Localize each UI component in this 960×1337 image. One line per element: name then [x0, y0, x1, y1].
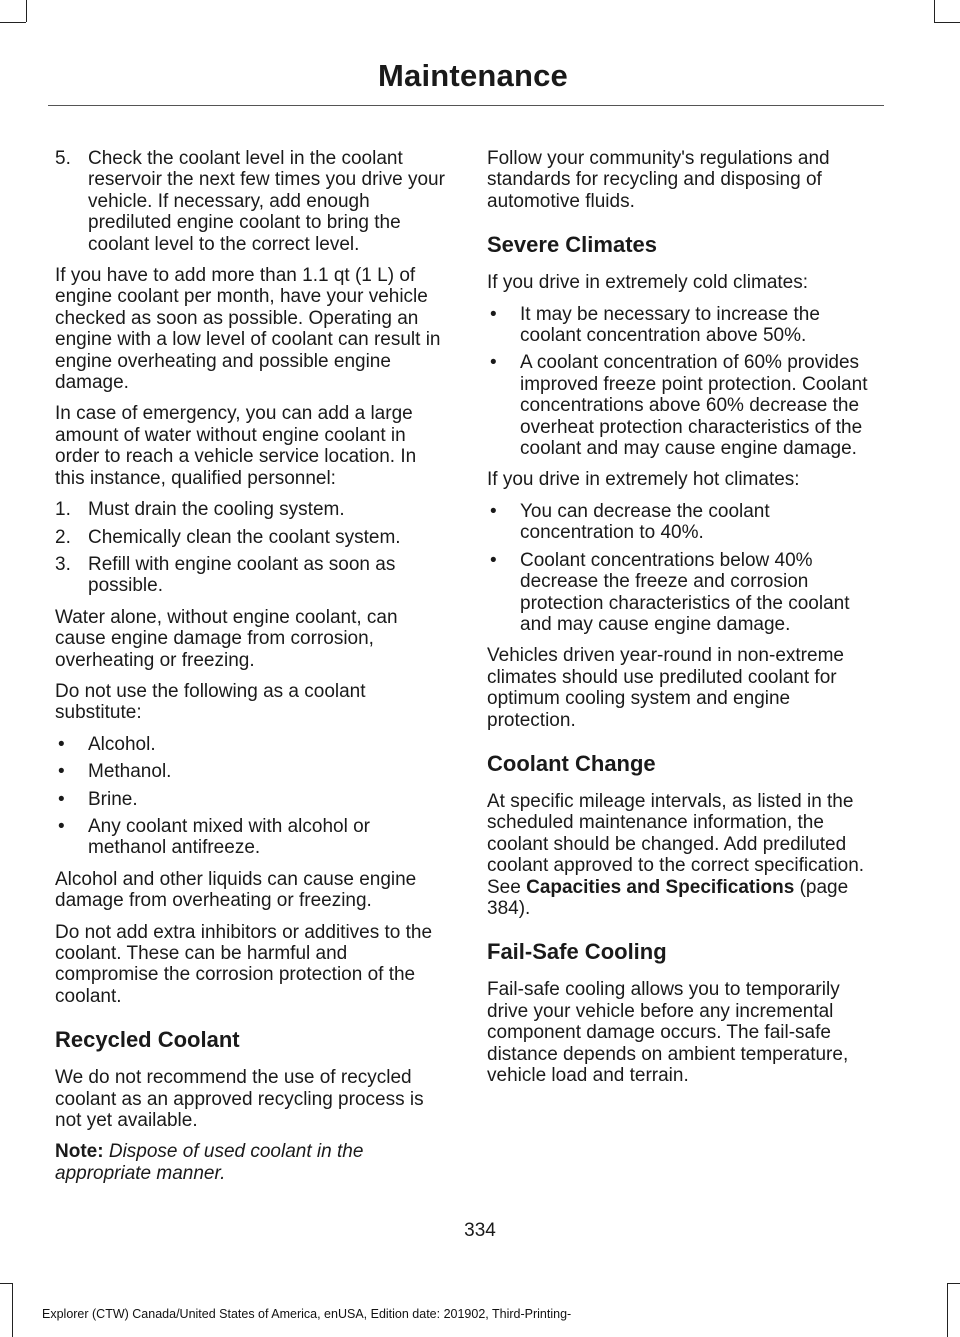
paragraph: Vehicles driven year-round in non-extreme climates should use prediluted coolant for optimum cooling system and engine protection. — [487, 645, 844, 731]
page-title: Maintenance — [378, 58, 568, 93]
paragraph: If you drive in extremely hot climates: — [487, 469, 800, 491]
emergency-steps — [55, 499, 450, 597]
section-heading-fail-safe-cooling: Fail-Safe Cooling — [487, 939, 667, 965]
list-item: • Any coolant mixed with alcohol or methanol antifreeze. — [58, 815, 370, 859]
bullet-icon: • — [58, 815, 65, 837]
paragraph: We do not recommend the use of recycled coolant as an approved recycling process is not yet available. — [55, 1067, 424, 1132]
step-list-continued — [55, 148, 450, 255]
crop-mark — [947, 1283, 948, 1337]
crop-mark — [947, 1283, 960, 1284]
left-column — [55, 148, 450, 1194]
bullet-icon: • — [58, 788, 65, 810]
cold-climate-list — [487, 304, 882, 460]
list-item: • Coolant concentrations below 40% decrease the freeze and corrosion protection characteristics of the coolant and may cause engine damage. — [490, 549, 850, 635]
footer-edition-info: Explorer (CTW) Canada/United States of America, enUSA, Edition date: 201902, Third-Printing- — [42, 1307, 572, 1321]
list-item: • Brine. — [58, 788, 138, 810]
list-item: • Alcohol. — [58, 733, 156, 755]
page-number: 334 — [464, 1220, 496, 1241]
bullet-icon: • — [58, 761, 65, 783]
paragraph: In case of emergency, you can add a large amount of water without engine coolant in order to reach a vehicle service location. In this instance, qualified personnel: — [55, 403, 417, 489]
paragraph: Do not add extra inhibitors or additives to the coolant. These can be harmful and compromise the corrosion protection of the coolant. — [55, 921, 433, 1007]
list-item: 3. Refill with engine coolant as soon as possible. — [55, 553, 396, 597]
list-item: • Methanol. — [58, 761, 172, 783]
list-item: 5. Check the coolant level in the coolant reservoir the next few times you drive your vehicle. If necessary, add enough prediluted engine coolant to bring the coolant level to the correct level. — [55, 148, 445, 255]
bullet-icon: • — [490, 500, 497, 522]
paragraph: Fail-safe cooling allows you to temporarily drive your vehicle before any incremental component damage occurs. The fail-safe distance depends on ambient temperature, vehicle load and terrain. — [487, 979, 849, 1086]
list-item: • It may be necessary to increase the coolant concentration above 50%. — [490, 303, 820, 347]
paragraph: Water alone, without engine coolant, can cause engine damage from corrosion, overheating or freezing. — [55, 606, 398, 671]
section-heading-severe-climates: Severe Climates — [487, 232, 657, 258]
paragraph: If you have to add more than 1.1 qt (1 L) of engine coolant per month, have your vehicle checked as soon as possible. Operating an engine with a low level of coolant can result in engine overheating and possible engine damage. — [55, 265, 441, 394]
note — [55, 1141, 450, 1184]
list-item: 2. Chemically clean the coolant system. — [55, 526, 401, 548]
crop-mark — [0, 22, 26, 23]
crop-mark — [934, 0, 935, 22]
hot-climate-list — [487, 501, 882, 635]
list-item: • A coolant concentration of 60% provides improved freeze point protection. Coolant concentrations above 60% decrease the overheat protection characteristics of the coolant and may cause engine damage. — [490, 352, 868, 460]
header-divider — [48, 105, 884, 106]
bullet-icon: • — [58, 733, 65, 755]
paragraph: Follow your community's regulations and standards for recycling and disposing of automotive fluids. — [487, 148, 830, 212]
section-heading-coolant-change: Coolant Change — [487, 750, 656, 776]
right-column — [487, 148, 882, 1096]
bullet-icon: • — [490, 352, 497, 374]
crop-mark — [12, 1283, 13, 1337]
list-item: 1. Must drain the cooling system. — [55, 499, 345, 521]
paragraph: Do not use the following as a coolant substitute: — [55, 680, 366, 724]
bullet-icon: • — [490, 303, 497, 325]
section-heading-recycled-coolant: Recycled Coolant — [55, 1027, 240, 1053]
paragraph: At specific mileage intervals, as listed in the scheduled maintenance information, the coolant should be changed. Add prediluted coolant approved to the correct specification. See Capacities and Specifications (page 384). — [487, 790, 865, 919]
note-text: Dispose of used coolant in the appropriate manner. — [55, 1141, 364, 1184]
paragraph: If you drive in extremely cold climates: — [487, 272, 809, 294]
note-label: Note: — [55, 1141, 104, 1163]
paragraph: Alcohol and other liquids can cause engine damage from overheating or freezing. — [55, 868, 417, 912]
crop-mark — [934, 22, 960, 23]
crop-mark — [26, 0, 27, 22]
list-item: • You can decrease the coolant concentration to 40%. — [490, 500, 770, 544]
bullet-icon: • — [490, 549, 497, 571]
substitute-list — [55, 734, 450, 859]
cross-reference-link[interactable]: Capacities and Specifications — [526, 876, 795, 898]
crop-mark — [0, 1283, 13, 1284]
